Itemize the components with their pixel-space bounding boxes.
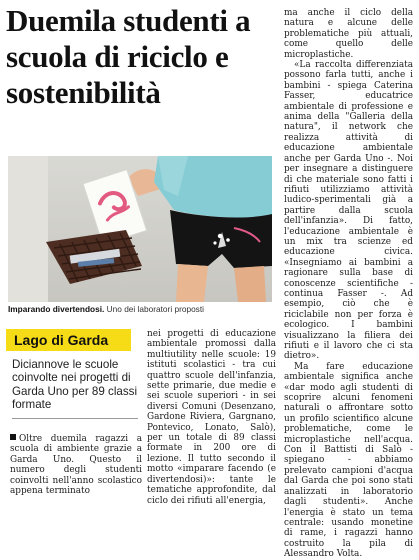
section-tag-label: Lago di Garda [14,332,109,348]
paragraph [10,434,142,496]
headline: Duemila studenti a scuola di riciclo e sostenibilità [6,3,251,110]
subheadline: Diciannove le scuole coinvolte nei progetti di Garda Uno per 89 classi formate [12,358,138,412]
bullet-square-icon [10,434,16,440]
article-photo [8,156,272,302]
column-2 [147,329,276,506]
paragraph: Ma fare educazione ambientale significa anche «dar modo agli studenti di scoprire alcuni fenomeni naturali o affrontare sotto un profilo scientifico alcune problematiche, come le microplastiche nell'acqua. Con il Battisti di Salò - spiegano - abbiamo prelevato campioni d'acqua dal Garda che poi sono stati analizzati in laboratorio dagli studenti». Anche l'energia è stato un tema centrale: usando monetine di rame, i ragazzi hanno costruito la pila di Alessandro Volta. [284,361,413,560]
photo-illustration [8,156,272,302]
caption-text: Uno dei laboratori proposti [104,304,204,314]
section-tag [6,329,131,351]
photo-caption [8,304,274,315]
subhead-divider [12,418,138,419]
column-3 [284,8,413,560]
column-1 [10,434,142,496]
paragraph: «La raccolta differenziata possono farla tutti, anche i bambini - spiega Caterina Fasser, educatrice ambientale di professione e anima della "Galleria della natura", il network che realizza attività di educazione ambientale anche per Garda Uno -. Noi per insegnare a distinguere di che materiale sono fatti i rifiuti utilizziamo attività ludico-sperimentali già a partire dalla scuola dell'infanzia». Di fatto, l'educazione ambientale è un mix tra scienze ed educazione civica. «Insegniamo ai bambini a ragionare sulla base di conoscenze scientifiche - continua Fasser -. Ad esempio, ciò che è riciclabile non per forza è ecologico. I bambini visualizzano la filiera dei rifiuti e il lavoro che ci sta dietro». [284,60,413,362]
paragraph: ma anche il ciclo della natura e alcune delle problematiche più attuali, come quello delle microplastiche. [284,8,413,60]
paragraph-text: Oltre duemila ragazzi a scuola di ambiente grazie a Garda Uno. Questo il numero degli studenti coinvolti nell'anno scolastico appena terminato [10,434,142,497]
caption-bold: Imparando divertendosi. [8,304,105,314]
paragraph: nei progetti di educazione ambientale promossi dalla multiutility nelle scuole: 19 istituti scolastici - tra cui quattro scuole dell'infanzia, sette primarie, due medie e sei scuole superiori - in sei diversi Comuni (Desenzano, Gardone Riviera, Gargnano, Pontevico, Lonato, Salò), per un totale di 89 classi formate in 200 ore di lezione. Il tutto secondo il motto «imparare facendo (e divertendosi)»: tante le tematiche approfondite, dal ciclo dei rifiuti all'energia, [147,329,276,506]
